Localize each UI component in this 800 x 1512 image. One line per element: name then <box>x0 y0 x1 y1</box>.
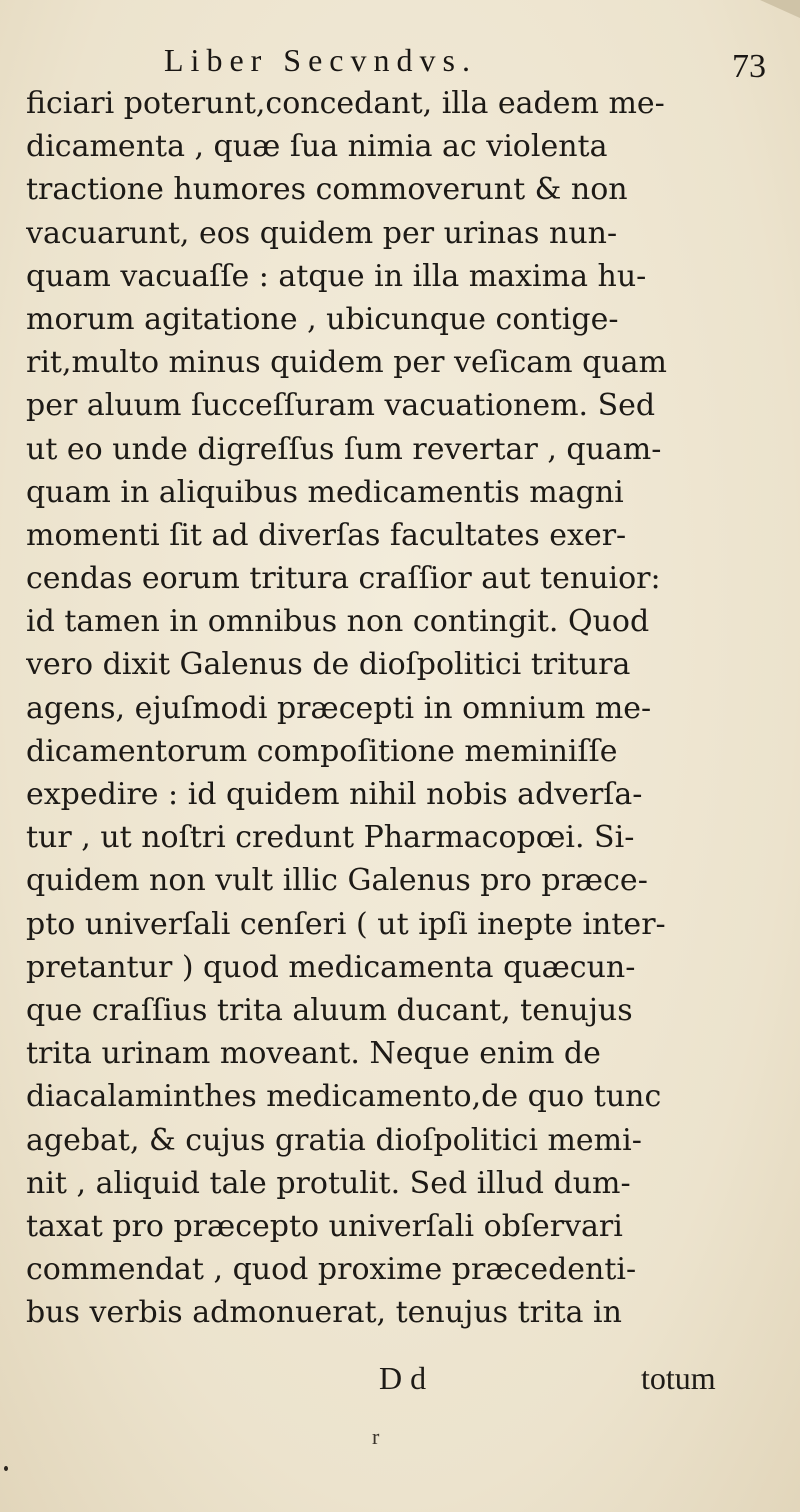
text-line: pto univerſali cenſeri ( ut ipſi inepte inter- <box>26 906 666 942</box>
text-line: que craſſius trita aluum ducant, tenujus <box>26 992 633 1028</box>
text-line: rit,multo minus quidem per veſicam quam <box>26 345 667 381</box>
text-line: bus verbis admonuerat, tenujus trita in <box>26 1295 622 1331</box>
text-line: expedire : id quidem nihil nobis adverſa- <box>26 777 643 812</box>
text-line: vero dixit Galenus de dioſpolitici tritura <box>26 647 631 683</box>
text-line: quam vacuaſſe : atque in illa maxima hu- <box>26 258 647 294</box>
page-corner-fold <box>760 0 800 18</box>
text-line: momenti ſit ad diverſas facultates exer- <box>26 517 627 553</box>
text-line: quam in aliquibus medicamentis magni <box>26 474 624 510</box>
text-line: quidem non vult illic Galenus pro præce- <box>26 863 648 899</box>
text-line: dicamentorum compoſitione meminiſſe <box>26 733 618 769</box>
text-line: agebat, & cujus gratia dioſpolitici memi- <box>26 1122 642 1158</box>
text-line: ut eo unde digreſſus ſum revertar , quam- <box>26 431 662 467</box>
running-head: Liber Secvndvs. <box>164 42 477 78</box>
body-text <box>26 82 786 1334</box>
text-line: id tamen in omnibus non contingit. Quod <box>26 604 650 640</box>
text-line: pretantur ) quod medicamenta quæcun- <box>26 949 636 985</box>
text-line: cendas eorum tritura craſſior aut tenuior: <box>26 561 661 597</box>
text-line: nit , aliquid tale protulit. Sed illud dum- <box>26 1165 631 1201</box>
text-line: per aluum ſucceſſuram vacuationem. Sed <box>26 388 656 424</box>
signature-mark: D d <box>379 1360 427 1396</box>
text-line: vacuarunt, eos quidem per urinas nun- <box>26 215 618 251</box>
text-line: ficiari poterunt,concedant, illa eadem me- <box>26 86 665 121</box>
text-line: morum agitatione , ubicunque contige- <box>26 301 619 337</box>
text-line: commendat , quod proxime præcedenti- <box>26 1252 637 1288</box>
catchword: totum <box>641 1360 716 1396</box>
ink-speck <box>4 1466 8 1471</box>
page-number: 73 <box>732 48 766 85</box>
page-footer <box>0 1360 800 1400</box>
page-header <box>0 42 800 86</box>
text-line: diacalaminthes medicamento,de quo tunc <box>26 1079 662 1115</box>
text-line: trita urinam moveant. Neque enim de <box>26 1036 601 1072</box>
text-line: taxat pro præcepto univerſali obſervari <box>26 1208 623 1244</box>
text-line: agens, ejuſmodi præcepti in omnium me- <box>26 690 652 726</box>
text-line: tur , ut noſtri credunt Pharmacopœi. Si- <box>26 820 635 856</box>
text-line: tractione humores commoverunt & non <box>26 172 628 208</box>
printer-mark: r <box>372 1424 380 1449</box>
text-line: dicamenta , quæ ſua nimia ac violenta <box>26 129 608 165</box>
